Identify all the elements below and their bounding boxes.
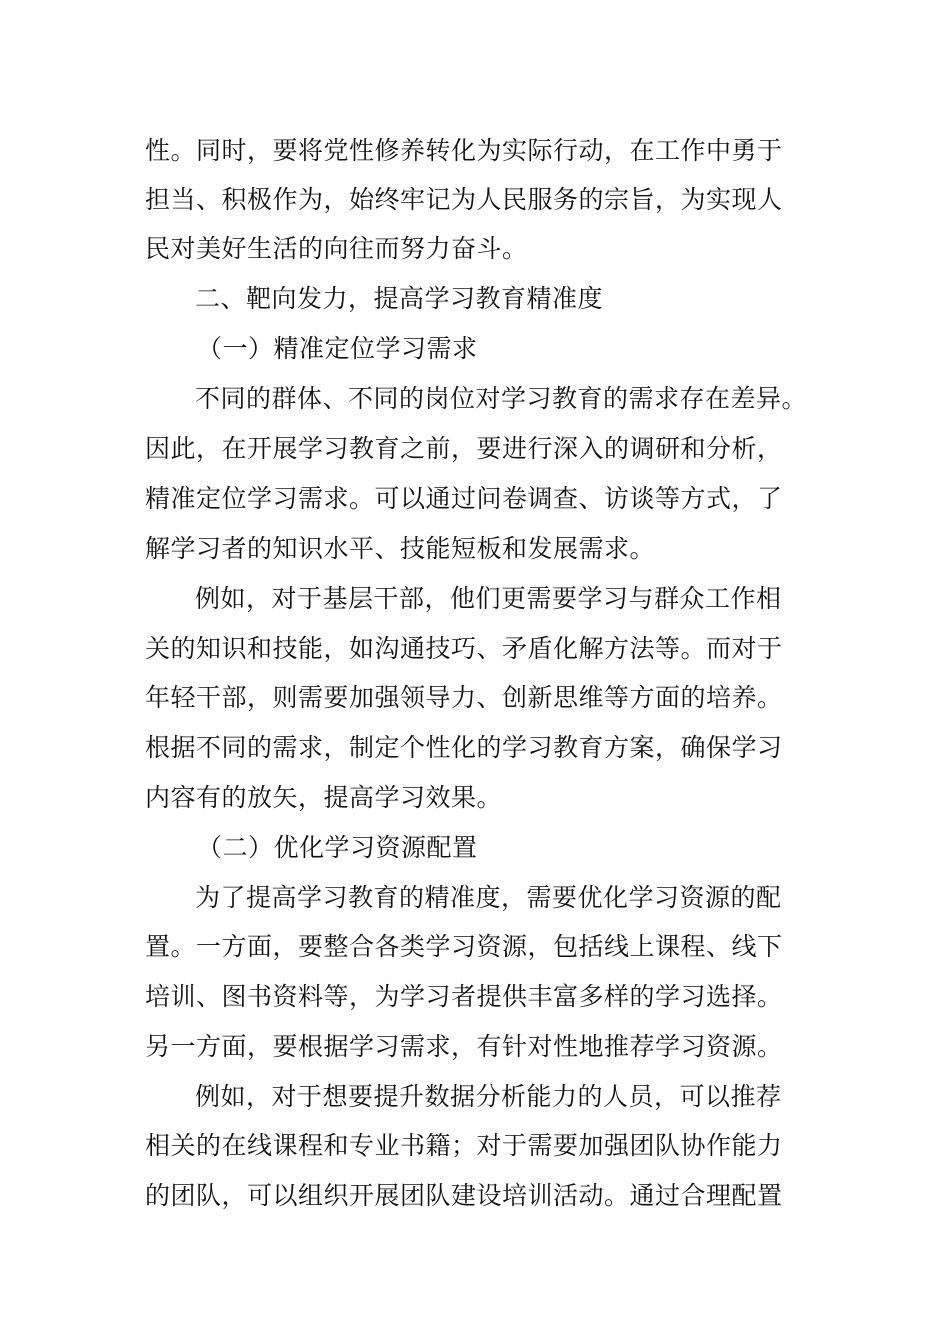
body-text-line: 内容有的放矢，提高学习效果。	[145, 783, 503, 812]
section-heading: 二、靶向发力，提高学习教育精准度	[195, 284, 604, 313]
body-text-line: 的团队，可以组织开展团队建设培训活动。通过合理配置	[145, 1181, 783, 1210]
body-text-line: 相关的在线课程和专业书籍；对于需要加强团队协作能力	[145, 1131, 783, 1160]
body-text-line: 精准定位学习需求。可以通过问卷调查、访谈等方式，了	[145, 484, 783, 513]
body-text-line: 性。同时，要将党性修养转化为实际行动，在工作中勇于	[145, 136, 783, 165]
body-text-line: 解学习者的知识水平、技能短板和发展需求。	[145, 534, 656, 563]
body-text-line: 例如，对于基层干部，他们更需要学习与群众工作相	[195, 584, 782, 613]
body-text-line: 担当、积极作为，始终牢记为人民服务的宗旨，为实现人	[145, 185, 783, 214]
body-text-line: 另一方面，要根据学习需求，有针对性地推荐学习资源。	[145, 1032, 783, 1061]
subsection-heading: （二）优化学习资源配置	[197, 833, 478, 862]
body-text-line: 因此，在开展学习教育之前，要进行深入的调研和分析，	[145, 434, 783, 463]
body-text-line: 不同的群体、不同的岗位对学习教育的需求存在差异。	[195, 384, 808, 413]
body-text-line: 民对美好生活的向往而努力奋斗。	[145, 234, 528, 263]
body-text-line: 根据不同的需求，制定个性化的学习教育方案，确保学习	[145, 733, 783, 762]
body-text-line: 为了提高学习教育的精准度，需要优化学习资源的配	[195, 883, 782, 912]
body-text-line: 置。一方面，要整合各类学习资源，包括线上课程、线下	[145, 932, 783, 961]
body-text-line: 关的知识和技能，如沟通技巧、矛盾化解方法等。而对于	[145, 634, 783, 663]
body-text-line: 培训、图书资料等，为学习者提供丰富多样的学习选择。	[145, 982, 783, 1011]
body-text-line: 年轻干部，则需要加强领导力、创新思维等方面的培养。	[145, 683, 783, 712]
body-text-line: 例如，对于想要提升数据分析能力的人员，可以推荐	[195, 1082, 782, 1111]
subsection-heading: （一）精准定位学习需求	[197, 334, 478, 363]
